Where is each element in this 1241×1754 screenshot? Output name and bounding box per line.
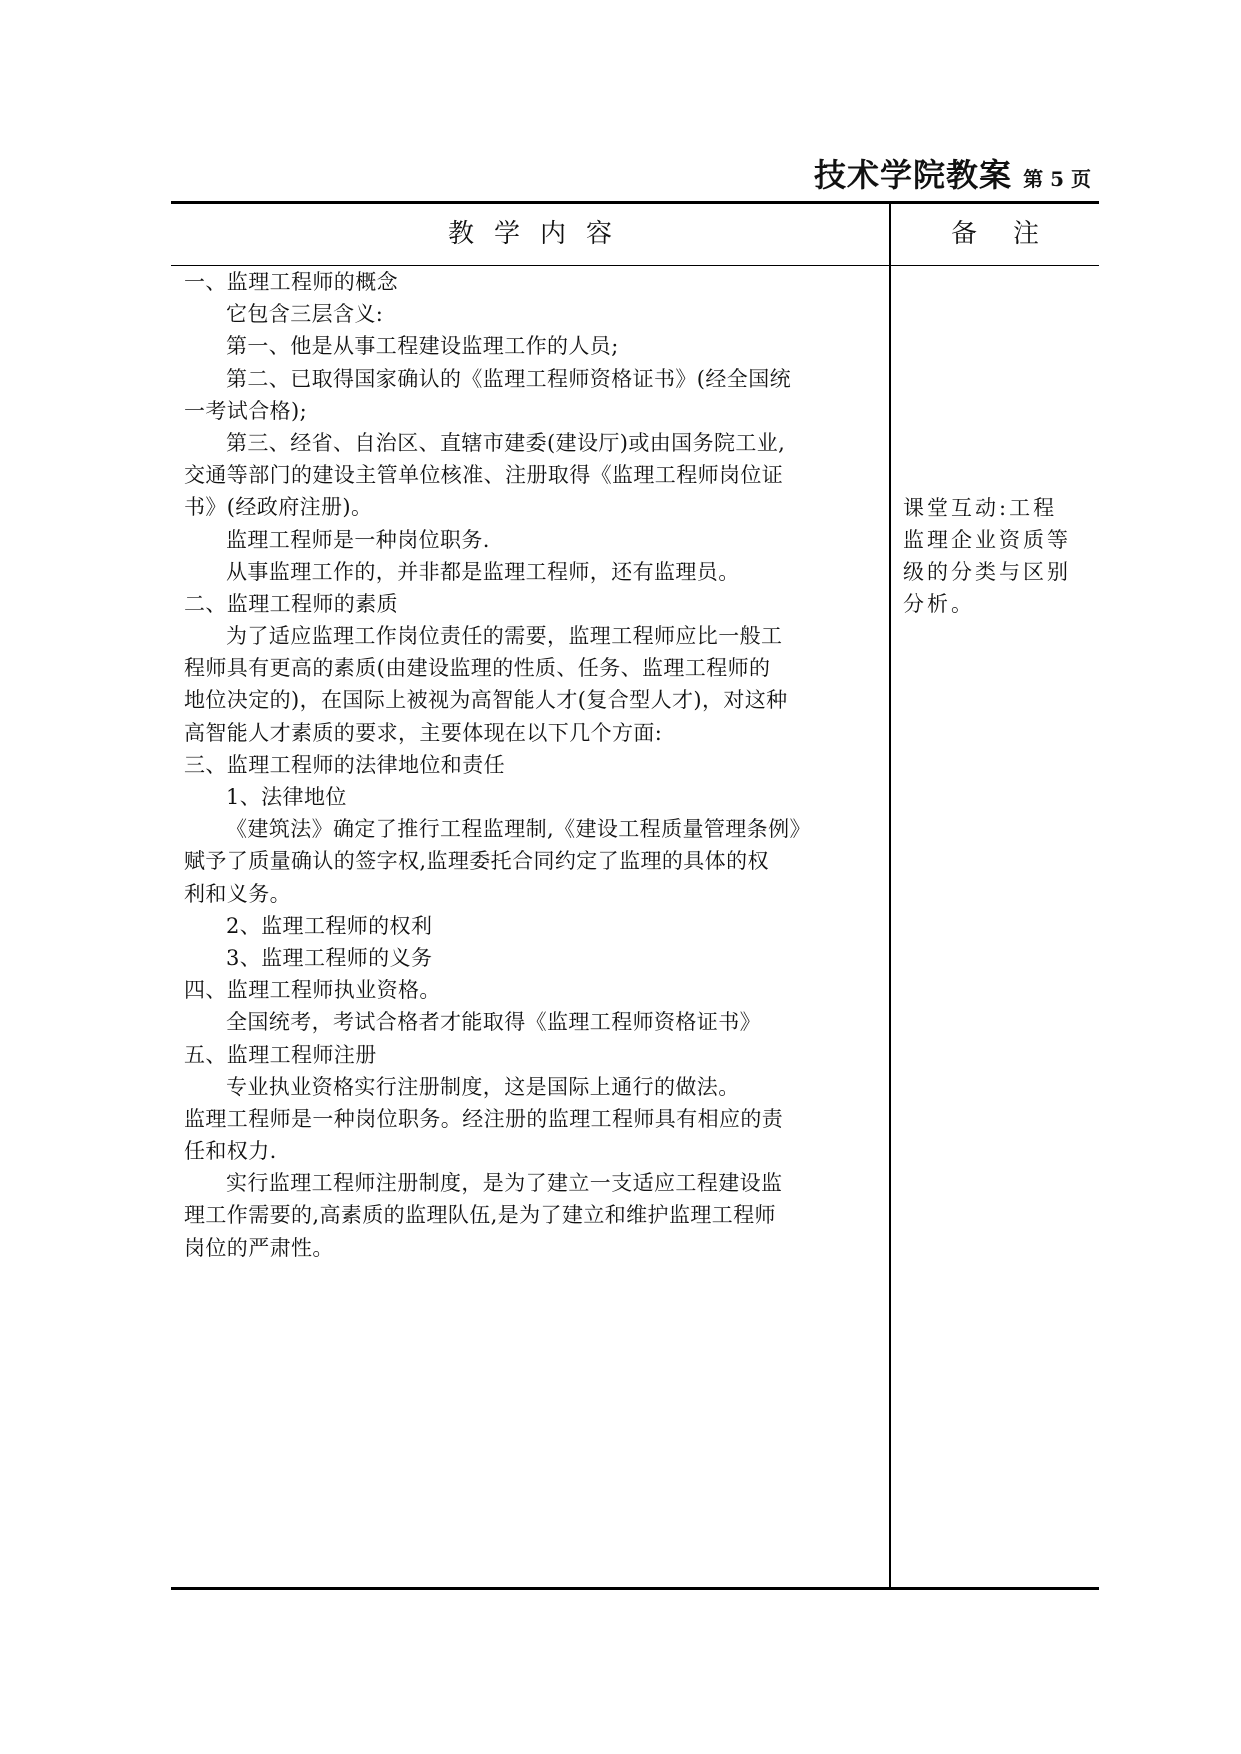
content-line: 1、法律地位 bbox=[226, 785, 347, 809]
content-line: 利和义务。 bbox=[184, 881, 291, 906]
remarks-cell bbox=[903, 492, 1093, 620]
content-line: 交通等部门的建设主管单位核准、注册取得《监理工程师岗位证 bbox=[184, 463, 784, 488]
content-line: 3、监理工程师的义务 bbox=[226, 945, 433, 970]
content-line: 五、监理工程师注册 bbox=[184, 1042, 377, 1067]
content-line: 《建筑法》确定了推行工程监理制,《建设工程质量管理条例》 bbox=[226, 817, 811, 842]
remark-line: 级的分类与区别 bbox=[903, 560, 1071, 584]
content-line: 监理工程师是一种岗位职务. bbox=[226, 527, 490, 552]
content-line: 三、监理工程师的法律地位和责任 bbox=[184, 752, 505, 777]
remark-line: 分析。 bbox=[903, 592, 975, 616]
content-line: 岗位的严肃性。 bbox=[184, 1235, 334, 1260]
page-number: 第 5 页 bbox=[1023, 167, 1091, 191]
content-line: 实行监理工程师注册制度，是为了建立一支适应工程建设监 bbox=[226, 1171, 783, 1196]
content-line: 第三、经省、自治区、直辖市建委(建设厅)或由国务院工业, bbox=[226, 430, 786, 455]
page-header bbox=[814, 150, 1091, 196]
teaching-content bbox=[184, 266, 881, 1264]
content-line: 任和权力. bbox=[184, 1139, 277, 1164]
page-title: 技术学院教案 bbox=[814, 156, 1013, 194]
column-header-content: 教学内容 bbox=[447, 219, 632, 249]
content-line: 从事监理工作的，并非都是监理工程师，还有监理员。 bbox=[226, 559, 740, 584]
remark-line: 课堂互动:工程 bbox=[903, 496, 1058, 520]
content-line: 监理工程师是一种岗位职务。经注册的监理工程师具有相应的责 bbox=[184, 1106, 784, 1131]
content-line: 它包含三层含义: bbox=[226, 302, 384, 327]
content-line: 书》(经政府注册)。 bbox=[184, 495, 373, 520]
content-line: 全国统考，考试合格者才能取得《监理工程师资格证书》 bbox=[226, 1010, 761, 1035]
content-line: 二、监理工程师的素质 bbox=[184, 591, 398, 616]
content-line: 专业执业资格实行注册制度，这是国际上通行的做法。 bbox=[226, 1074, 740, 1099]
content-line: 理工作需要的,高素质的监理队伍,是为了建立和维护监理工程师 bbox=[184, 1203, 776, 1228]
content-line: 四、监理工程师执业资格。 bbox=[184, 978, 441, 1003]
table-bottom-rule bbox=[171, 1587, 1099, 1590]
content-line: 2、监理工程师的权利 bbox=[226, 913, 433, 938]
column-header-notes: 备注 bbox=[950, 219, 1075, 249]
content-line: 一考试合格); bbox=[184, 398, 308, 423]
remark-line: 监理企业资质等 bbox=[903, 528, 1071, 552]
content-line: 高智能人才素质的要求，主要体现在以下几个方面: bbox=[184, 720, 663, 745]
content-line: 为了适应监理工作岗位责任的需要，监理工程师应比一般工 bbox=[226, 624, 783, 649]
content-line: 一、监理工程师的概念 bbox=[184, 270, 398, 294]
column-divider bbox=[889, 201, 891, 1590]
content-line: 程师具有更高的素质(由建设监理的性质、任务、监理工程师的 bbox=[184, 656, 771, 681]
content-line: 第二、已取得国家确认的《监理工程师资格证书》(经全国统 bbox=[226, 366, 791, 391]
content-line: 第一、他是从事工程建设监理工作的人员; bbox=[226, 334, 619, 359]
content-line: 赋予了质量确认的签字权,监理委托合同约定了监理的具体的权 bbox=[184, 849, 769, 874]
content-line: 地位决定的)，在国际上被视为高智能人才(复合型人才)，对这种 bbox=[184, 688, 788, 713]
